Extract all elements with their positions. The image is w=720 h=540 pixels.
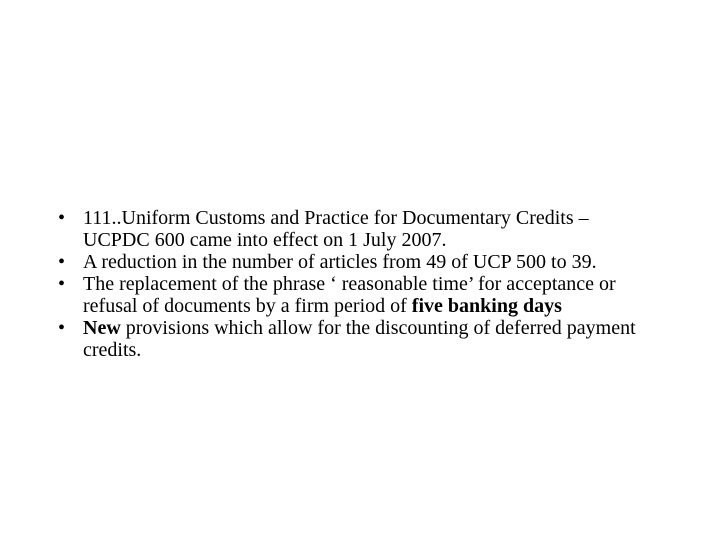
bullet-marker: • — [58, 251, 66, 273]
bullet-text: 111..Uniform Customs and Practice for Documentary Credits – UCPDC 600 came into effect on 1 July 2007. — [83, 207, 589, 251]
bullet-item-discounting — [58, 317, 658, 361]
bullet-marker: • — [58, 273, 66, 295]
bullet-marker: • — [58, 317, 66, 339]
bullet-text: A reduction in the number of articles from 49 of UCP 500 to 39. — [83, 251, 597, 273]
bullet-text: The replacement of the phrase ‘ reasonable time’ for acceptance or refusal of documents by a firm period of — [83, 273, 616, 317]
bullet-item-article-reduction — [58, 251, 658, 273]
bullet-item-reasonable-time — [58, 273, 658, 317]
bullet-text: provisions which allow for the discounting of deferred payment credits. — [83, 317, 636, 361]
bullet-emphasis: five banking days — [411, 295, 562, 317]
bullet-list — [58, 207, 658, 361]
bullet-emphasis: New — [83, 317, 121, 339]
bullet-marker: • — [58, 207, 66, 229]
bullet-item-ucpdc-600 — [58, 207, 658, 251]
